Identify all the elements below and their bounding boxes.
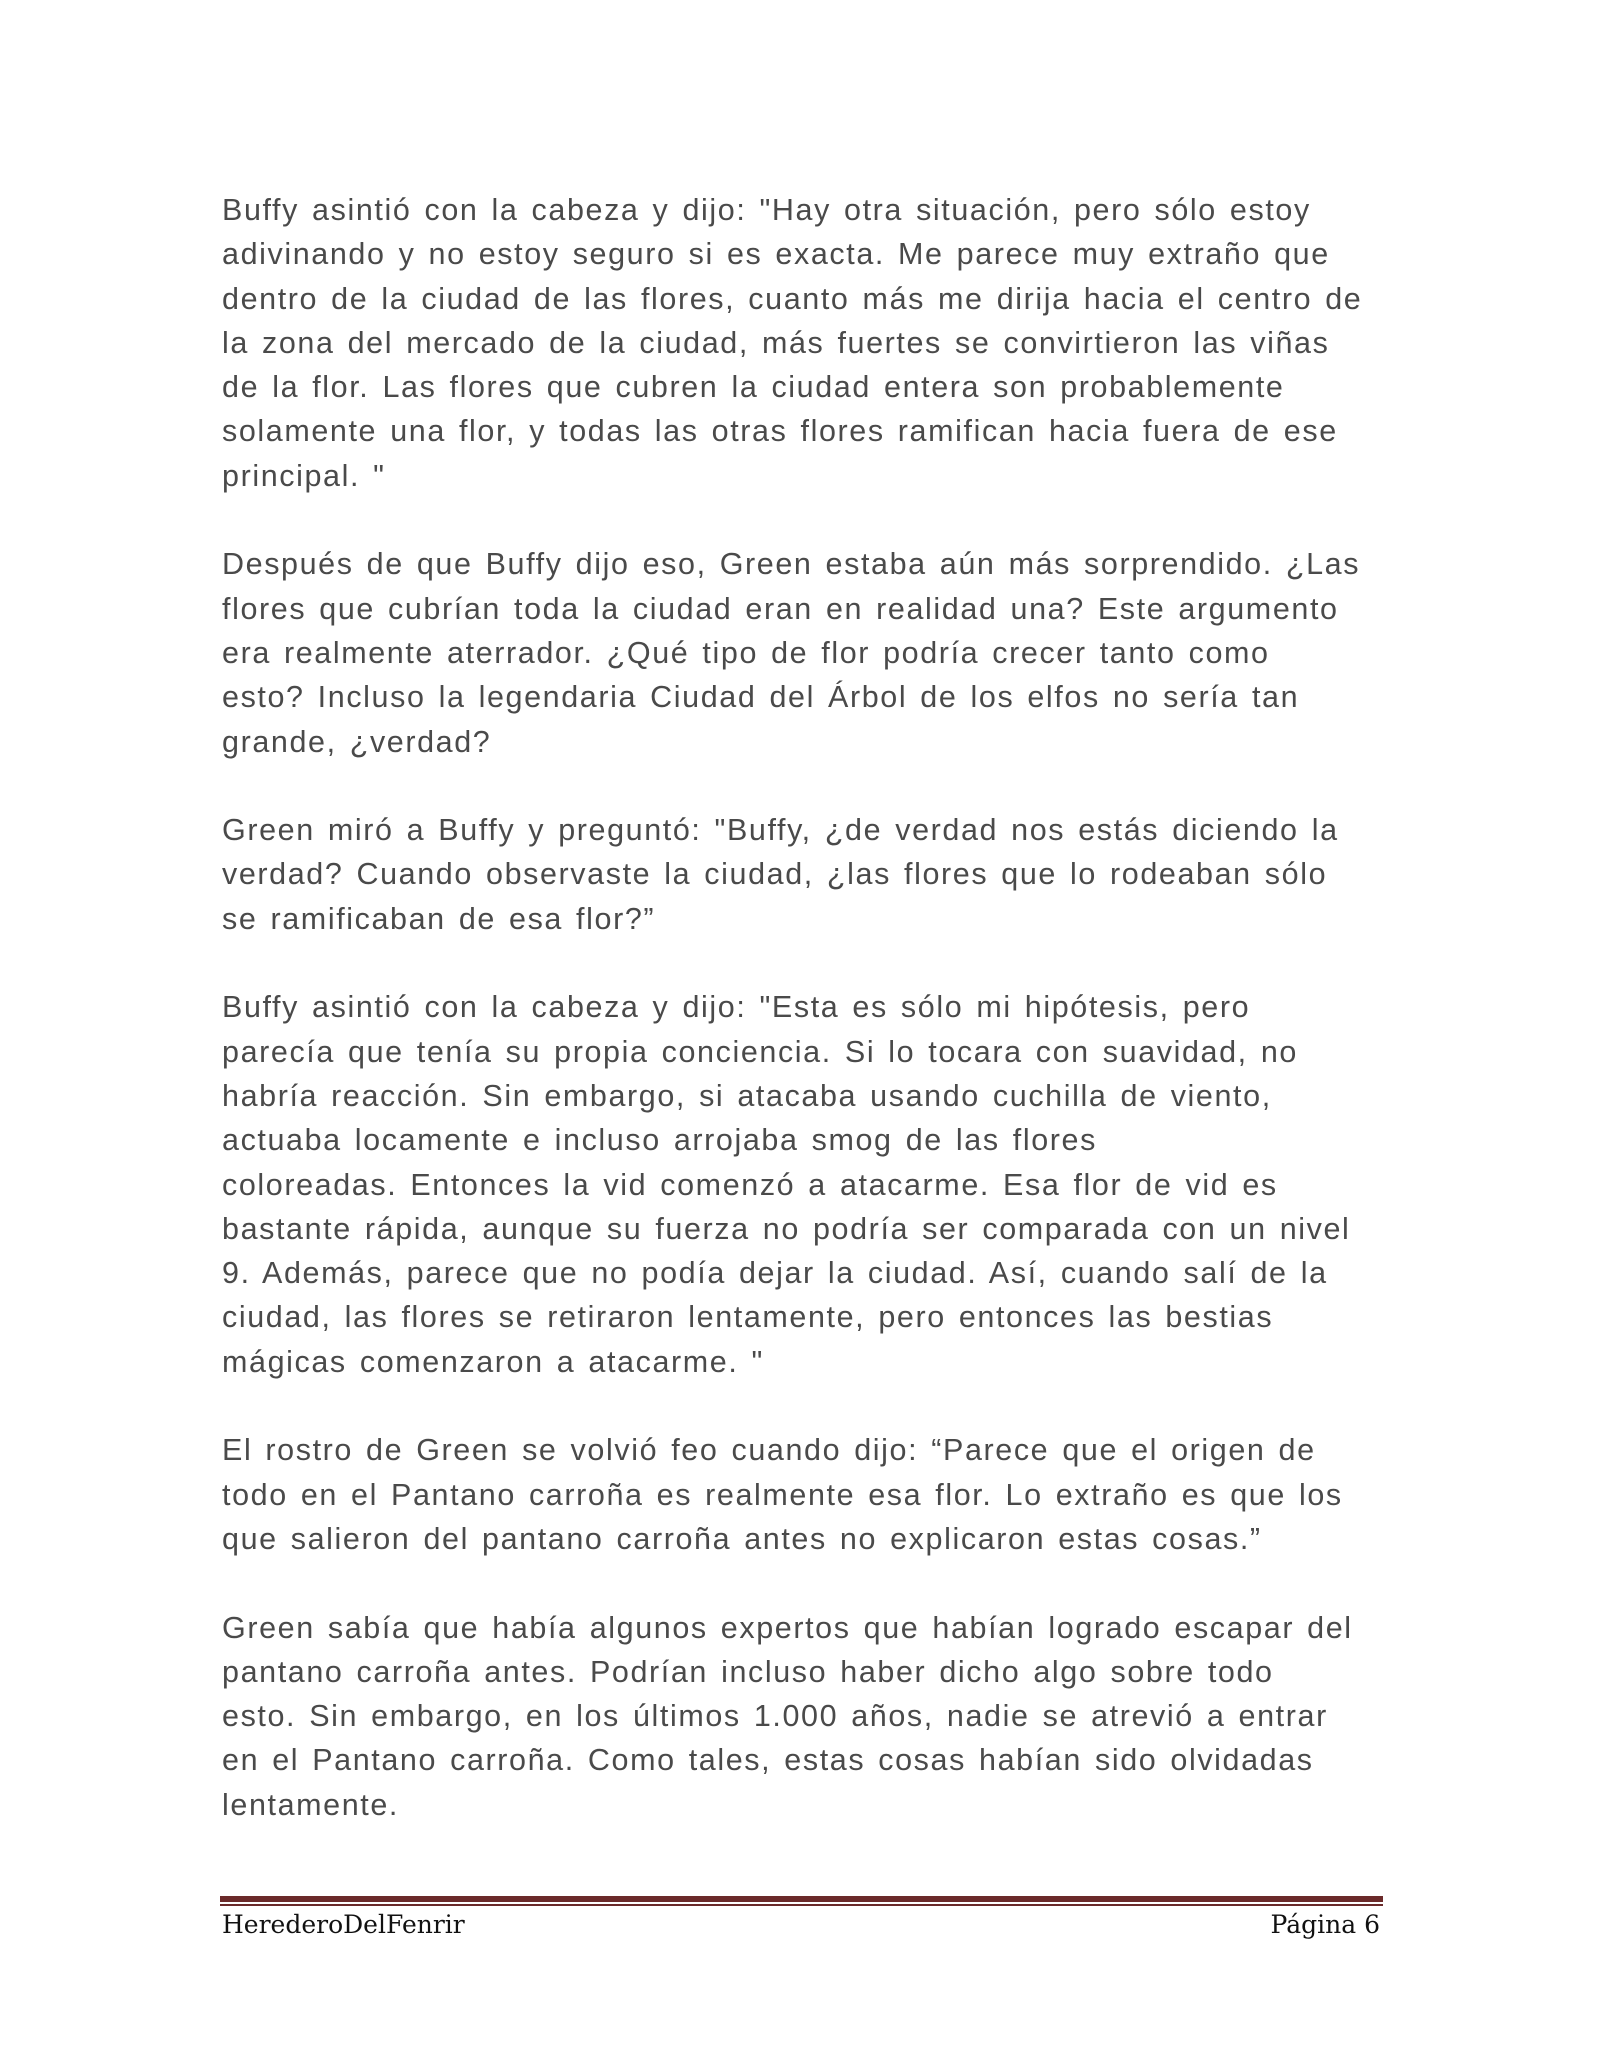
paragraph-line: de la flor. Las flores que cubren la ciudad entera son probablemente: [222, 370, 1285, 405]
paragraph-line: flores que cubrían toda la ciudad eran en realidad una? Este argumento: [222, 591, 1339, 626]
paragraph: [222, 1606, 1392, 1827]
paragraph-line: la zona del mercado de la ciudad, más fuertes se convirtieron las viñas: [222, 325, 1330, 360]
paragraph-line: principal. ": [222, 458, 386, 493]
paragraph-line: en el Pantano carroña. Como tales, estas cosas habían sido olvidadas: [222, 1743, 1314, 1778]
paragraph-line: parecía que tenía su propia conciencia. Si lo tocara con suavidad, no: [222, 1034, 1298, 1069]
footer-rule-thick-line: [220, 1896, 1383, 1902]
paragraph: [222, 808, 1392, 941]
paragraph-line: adivinando y no estoy seguro si es exacta. Me parece muy extraño que: [222, 237, 1330, 272]
paragraph: [222, 542, 1392, 763]
footer-author: HerederoDelFenrir: [222, 1910, 465, 1939]
paragraph-line: era realmente aterrador. ¿Qué tipo de flor podría crecer tanto como: [222, 635, 1270, 670]
paragraph: [222, 1428, 1392, 1561]
paragraph-line: solamente una flor, y todas las otras flores ramifican hacia fuera de ese: [222, 414, 1338, 449]
paragraph-line: Buffy asintió con la cabeza y dijo: "Hay otra situación, pero sólo estoy: [222, 193, 1311, 227]
paragraph-line: El rostro de Green se volvió feo cuando dijo: “Parece que el origen de: [222, 1433, 1316, 1468]
footer-rule-thin-line: [220, 1904, 1383, 1906]
paragraph: [222, 188, 1392, 498]
paragraph-line: Green miró a Buffy y preguntó: "Buffy, ¿de verdad nos estás diciendo la: [222, 813, 1339, 848]
paragraph-line: ciudad, las flores se retiraron lentamente, pero entonces las bestias: [222, 1300, 1274, 1335]
paragraph-line: esto? Incluso la legendaria Ciudad del Árbol de los elfos no sería tan: [222, 680, 1300, 715]
paragraph-line: dentro de la ciudad de las flores, cuanto más me dirija hacia el centro de: [222, 281, 1363, 316]
paragraph-line: que salieron del pantano carroña antes no explicaron estas cosas.”: [222, 1521, 1262, 1556]
paragraph-line: pantano carroña antes. Podrían incluso haber dicho algo sobre todo: [222, 1654, 1274, 1689]
paragraph-line: Después de que Buffy dijo eso, Green estaba aún más sorprendido. ¿Las: [222, 547, 1361, 582]
paragraph-line: Buffy asintió con la cabeza y dijo: "Esta es sólo mi hipótesis, pero: [222, 990, 1251, 1025]
paragraph-line: mágicas comenzaron a atacarme. ": [222, 1344, 764, 1379]
footer-page-number: Página 6: [1270, 1910, 1380, 1939]
paragraph-line: 9. Además, parece que no podía dejar la ciudad. Así, cuando salí de la: [222, 1256, 1328, 1291]
paragraph-line: grande, ¿verdad?: [222, 724, 492, 759]
paragraph-line: actuaba locamente e incluso arrojaba smog de las flores: [222, 1123, 1097, 1158]
paragraph-line: verdad? Cuando observaste la ciudad, ¿las flores que lo rodeaban sólo: [222, 857, 1328, 892]
paragraph-line: lentamente.: [222, 1787, 399, 1822]
paragraph: [222, 985, 1392, 1384]
paragraph-line: bastante rápida, aunque su fuerza no podría ser comparada con un nivel: [222, 1211, 1351, 1246]
body-text: [222, 188, 1392, 1871]
paragraph-line: Green sabía que había algunos expertos que habían logrado escapar del: [222, 1610, 1353, 1645]
paragraph-line: coloreadas. Entonces la vid comenzó a atacarme. Esa flor de vid es: [222, 1167, 1278, 1202]
paragraph-line: habría reacción. Sin embargo, si atacaba usando cuchilla de viento,: [222, 1078, 1272, 1113]
footer-rule: [220, 1896, 1383, 1906]
paragraph-line: esto. Sin embargo, en los últimos 1.000 años, nadie se atrevió a entrar: [222, 1699, 1328, 1734]
paragraph-line: se ramificaban de esa flor?”: [222, 901, 656, 936]
paragraph-line: todo en el Pantano carroña es realmente esa flor. Lo extraño es que los: [222, 1477, 1343, 1512]
